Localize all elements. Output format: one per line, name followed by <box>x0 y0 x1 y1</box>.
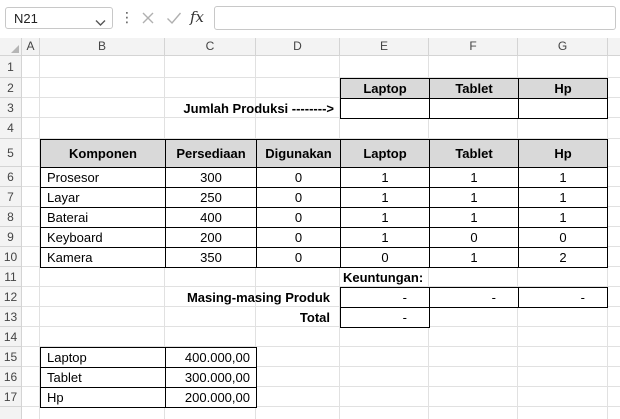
column-header-e[interactable]: E <box>340 38 429 56</box>
tablet-usage-cell[interactable]: 1 <box>429 247 519 268</box>
production-hp-cell[interactable] <box>518 98 608 119</box>
profit-each-label: Masing-masing Produk <box>186 289 330 305</box>
main-header-laptop[interactable]: Laptop <box>340 139 430 168</box>
stock-cell[interactable]: 400 <box>165 207 257 228</box>
price-value-cell[interactable]: 300.000,00 <box>165 367 257 388</box>
used-cell[interactable]: 0 <box>256 207 341 228</box>
production-laptop-cell[interactable] <box>340 98 430 119</box>
price-product-cell[interactable]: Tablet <box>40 367 166 388</box>
laptop-usage-cell[interactable]: 0 <box>340 247 430 268</box>
hp-usage-cell[interactable]: 1 <box>518 187 608 208</box>
row-header-14[interactable]: 14 <box>0 327 22 347</box>
name-box[interactable] <box>5 7 113 29</box>
used-cell[interactable]: 0 <box>256 167 341 188</box>
name-box-value: N21 <box>14 11 38 26</box>
main-header-persediaan[interactable]: Persediaan <box>165 139 257 168</box>
used-cell[interactable]: 0 <box>256 187 341 208</box>
cancel-icon[interactable] <box>141 11 155 30</box>
price-product-cell[interactable]: Laptop <box>40 347 166 368</box>
laptop-usage-cell[interactable]: 1 <box>340 207 430 228</box>
top-header-hp[interactable]: Hp <box>518 78 608 99</box>
hp-usage-cell[interactable]: 1 <box>518 167 608 188</box>
row-header-17[interactable]: 17 <box>0 387 22 407</box>
column-header-c[interactable]: C <box>165 38 256 56</box>
column-header-b[interactable]: B <box>40 38 165 56</box>
chevron-down-icon[interactable] <box>95 14 106 32</box>
fx-icon[interactable]: fx <box>190 8 205 26</box>
stock-cell[interactable]: 300 <box>165 167 257 188</box>
used-cell[interactable]: 0 <box>256 247 341 268</box>
row-header-3[interactable]: 3 <box>0 98 22 118</box>
profit-tablet-cell[interactable]: - <box>429 287 519 308</box>
column-header-d[interactable]: D <box>256 38 340 56</box>
row-header-4[interactable]: 4 <box>0 118 22 139</box>
top-header-laptop[interactable]: Laptop <box>340 78 430 99</box>
formula-bar <box>0 0 620 38</box>
component-name-cell[interactable]: Keyboard <box>40 227 166 248</box>
column-header-f[interactable]: F <box>429 38 518 56</box>
production-label: Jumlah Produksi --------> <box>183 100 334 116</box>
main-header-tablet[interactable]: Tablet <box>429 139 519 168</box>
row-header-9[interactable]: 9 <box>0 227 22 247</box>
row-header-18[interactable] <box>0 407 22 419</box>
row-header-12[interactable]: 12 <box>0 287 22 307</box>
row-header-1[interactable]: 1 <box>0 56 22 78</box>
row-header-13[interactable]: 13 <box>0 307 22 327</box>
laptop-usage-cell[interactable]: 1 <box>340 227 430 248</box>
profit-total-label: Total <box>299 309 330 325</box>
profit-title: Keuntungan: <box>343 269 424 285</box>
row-header-8[interactable]: 8 <box>0 207 22 227</box>
production-tablet-cell[interactable] <box>429 98 519 119</box>
row-header-16[interactable]: 16 <box>0 367 22 387</box>
component-name-cell[interactable]: Baterai <box>40 207 166 228</box>
more-vert-icon[interactable]: ⋮ <box>120 9 134 25</box>
row-header-11[interactable]: 11 <box>0 267 22 287</box>
profit-total-cell[interactable]: - <box>340 307 430 328</box>
row-header-6[interactable]: 6 <box>0 167 22 187</box>
tablet-usage-cell[interactable]: 1 <box>429 207 519 228</box>
row-header-15[interactable]: 15 <box>0 347 22 367</box>
price-value-cell[interactable]: 200.000,00 <box>165 387 257 408</box>
hp-usage-cell[interactable]: 1 <box>518 207 608 228</box>
used-cell[interactable]: 0 <box>256 227 341 248</box>
component-name-cell[interactable]: Layar <box>40 187 166 208</box>
formula-input[interactable] <box>214 6 616 30</box>
column-header-a[interactable]: A <box>22 38 40 56</box>
hp-usage-cell[interactable]: 0 <box>518 227 608 248</box>
stock-cell[interactable]: 200 <box>165 227 257 248</box>
stock-cell[interactable]: 250 <box>165 187 257 208</box>
laptop-usage-cell[interactable]: 1 <box>340 187 430 208</box>
row-header-7[interactable]: 7 <box>0 187 22 207</box>
tablet-usage-cell[interactable]: 1 <box>429 187 519 208</box>
component-name-cell[interactable]: Kamera <box>40 247 166 268</box>
laptop-usage-cell[interactable]: 1 <box>340 167 430 188</box>
hp-usage-cell[interactable]: 2 <box>518 247 608 268</box>
tablet-usage-cell[interactable]: 0 <box>429 227 519 248</box>
enter-icon[interactable] <box>166 11 182 30</box>
row-header-10[interactable]: 10 <box>0 247 22 267</box>
column-header-h[interactable] <box>608 38 620 56</box>
top-header-tablet[interactable]: Tablet <box>429 78 519 99</box>
main-header-digunakan[interactable]: Digunakan <box>256 139 341 168</box>
main-header-hp[interactable]: Hp <box>518 139 608 168</box>
row-header-5[interactable]: 5 <box>0 139 22 167</box>
main-header-komponen[interactable]: Komponen <box>40 139 166 168</box>
tablet-usage-cell[interactable]: 1 <box>429 167 519 188</box>
price-value-cell[interactable]: 400.000,00 <box>165 347 257 368</box>
component-name-cell[interactable]: Prosesor <box>40 167 166 188</box>
select-all-corner[interactable] <box>0 38 22 56</box>
spreadsheet-grid[interactable] <box>0 38 620 419</box>
price-product-cell[interactable]: Hp <box>40 387 166 408</box>
profit-laptop-cell[interactable]: - <box>340 287 430 308</box>
profit-hp-cell[interactable]: - <box>518 287 608 308</box>
row-header-2[interactable]: 2 <box>0 78 22 98</box>
stock-cell[interactable]: 350 <box>165 247 257 268</box>
column-header-g[interactable]: G <box>518 38 608 56</box>
